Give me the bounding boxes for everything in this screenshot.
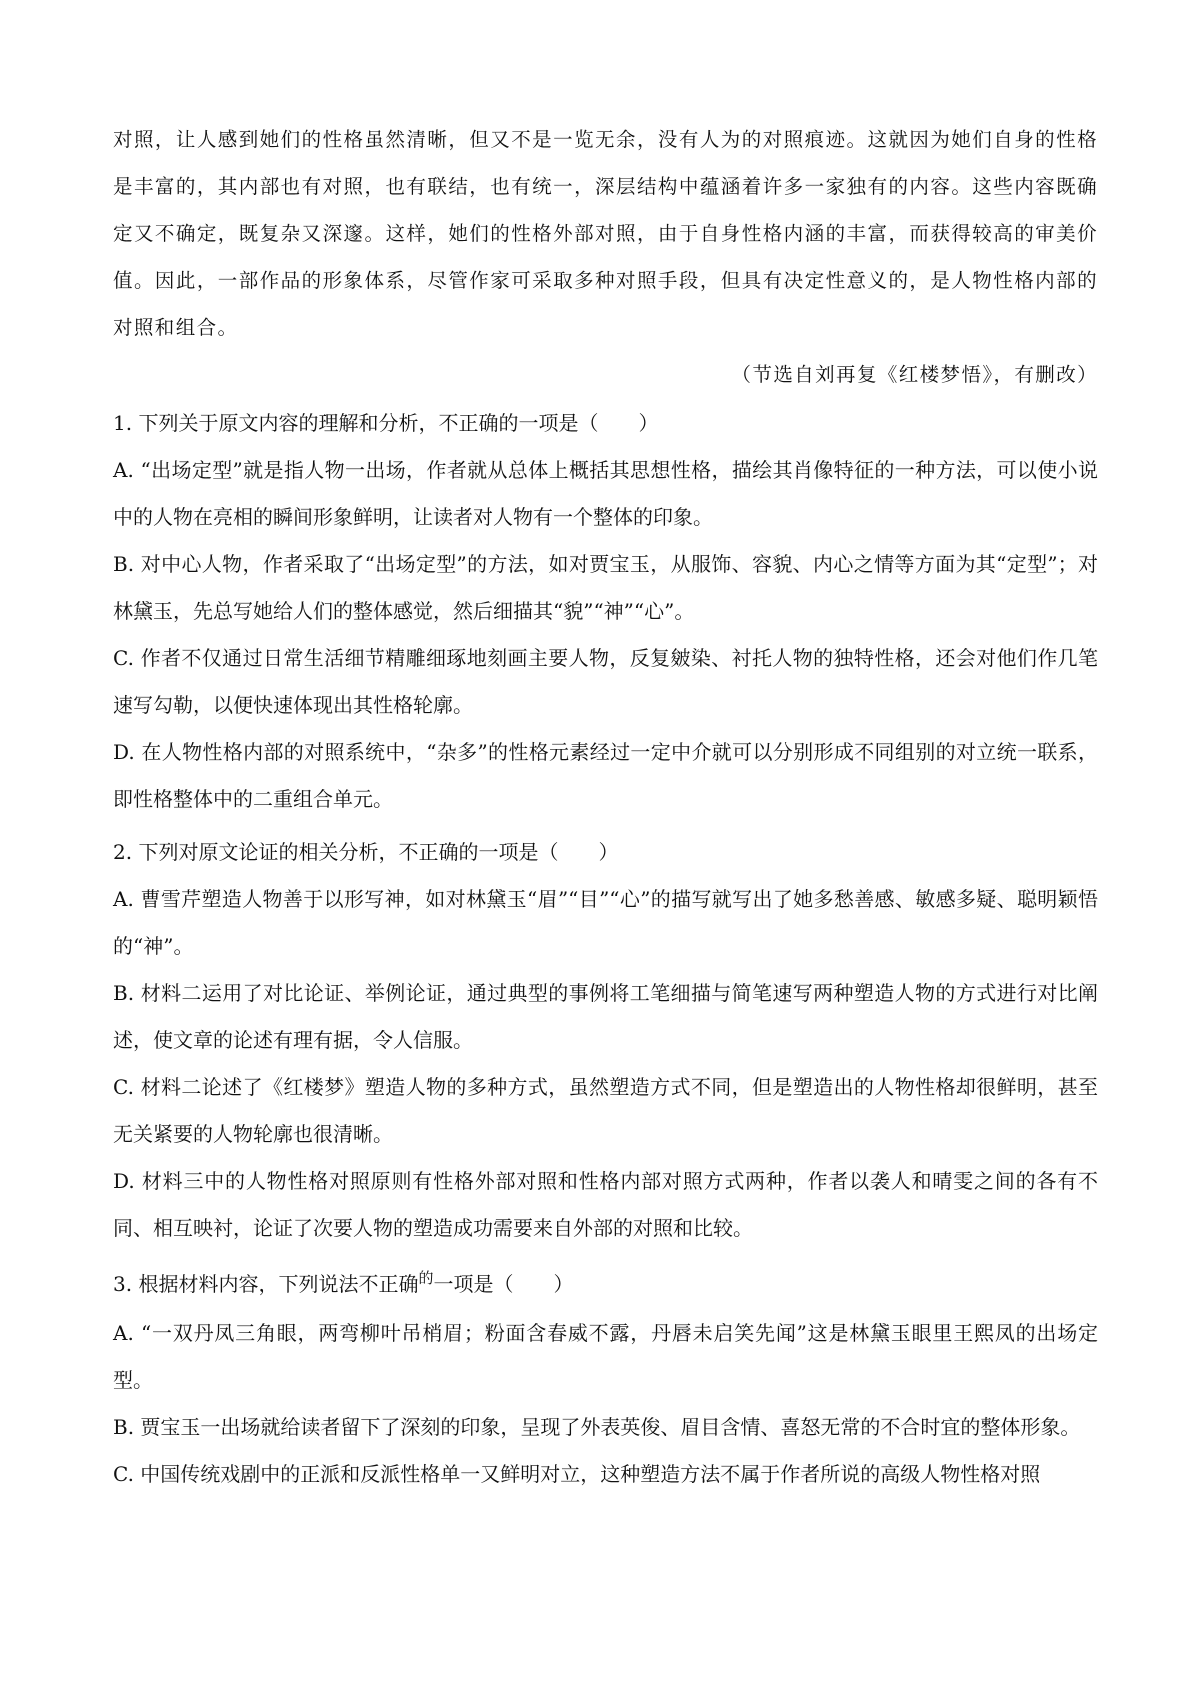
option-c: C. 中国传统戏剧中的正派和反派性格单一又鲜明对立，这种塑造方法不属于作者所说的高级人物性格对照 (113, 1462, 1041, 1486)
question-stem: 1. 下列关于原文内容的理解和分析，不正确的一项是（ ） (113, 411, 659, 435)
question-3 (113, 1261, 1098, 1498)
option-c: C. 材料二论述了《红楼梦》塑造人物的多种方式，虽然塑造方式不同，但是塑造出的人物性格却很鲜明，甚至无关紧要的人物轮廓也很清晰。 (113, 1075, 1098, 1146)
option-c: C. 作者不仅通过日常生活细节精雕细琢地刻画主要人物，反复皴染、衬托人物的独特性格，还会对他们作几笔速写勾勒，以便快速体现出其性格轮廓。 (113, 646, 1098, 717)
question-stem (113, 1261, 1098, 1310)
option-d: D. 在人物性格内部的对照系统中，“杂多”的性格元素经过一定中介就可以分别形成不同组别的对立统一联系，即性格整体中的二重组合单元。 (113, 740, 1098, 811)
question-2 (113, 829, 1098, 1252)
option-a: A. “一双丹凤三角眼，两弯柳叶吊梢眉；粉面含春威不露，丹唇未启笑先闻”这是林黛玉眼里王熙凤的出场定型。 (113, 1321, 1098, 1392)
option-d: D. 材料三中的人物性格对照原则有性格外部对照和性格内部对照方式两种，作者以袭人和晴雯之间的各有不同、相互映衬，论证了次要人物的塑造成功需要来自外部的对照和比较。 (113, 1169, 1098, 1240)
stem-text-after: 一项是（ ） (433, 1272, 574, 1296)
option-a: A. “出场定型”就是指人物一出场，作者就从总体上概括其思想性格，描绘其肖像特征的一种方法，可以使小说中的人物在亮相的瞬间形象鲜明，让读者对人物有一个整体的印象。 (113, 458, 1098, 529)
option-b: B. 对中心人物，作者采取了“出场定型”的方法，如对贾宝玉，从服饰、容貌、内心之情等方面为其“定型”；对林黛玉，先总写她给人们的整体感觉，然后细描其“貌”“神”“心”。 (113, 552, 1098, 623)
stem-superscript: 的 (418, 1269, 434, 1287)
option-b: B. 材料二运用了对比论证、举例论证，通过典型的事例将工笔细描与简笔速写两种塑造人物的方式进行对比阐述，使文章的论述有理有据，令人信服。 (113, 981, 1098, 1052)
question-stem: 2. 下列对原文论证的相关分析，不正确的一项是（ ） (113, 840, 619, 864)
question-1 (113, 400, 1098, 823)
passage-source: （节选自刘再复《红楼梦悟》，有删改） (731, 363, 1098, 386)
reading-passage: 对照，让人感到她们的性格虽然清晰，但又不是一览无余，没有人为的对照痕迹。这就因为她们自身的性格是丰富的，其内部也有对照，也有联结，也有统一，深层结构中蕴涵着许多一家独有的内容。这些内容既确定又不确定，既复杂又深邃。这样，她们的性格外部对照，由于自身性格内涵的丰富，而获得较高的审美价值。因此，一部作品的形象体系，尽管作家可采取多种对照手段，但具有决定性意义的，是人物性格内部的对照和组合。 (113, 128, 1098, 339)
stem-text-before: 3. 根据材料内容，下列说法不正确 (113, 1272, 419, 1296)
option-b: B. 贾宝玉一出场就给读者留下了深刻的印象，呈现了外表英俊、眉目含情、喜怒无常的不合时宜的整体形象。 (113, 1415, 1081, 1439)
option-a: A. 曹雪芹塑造人物善于以形写神，如对林黛玉“眉”“目”“心”的描写就写出了她多愁善感、敏感多疑、聪明颖悟的“神”。 (113, 887, 1098, 958)
